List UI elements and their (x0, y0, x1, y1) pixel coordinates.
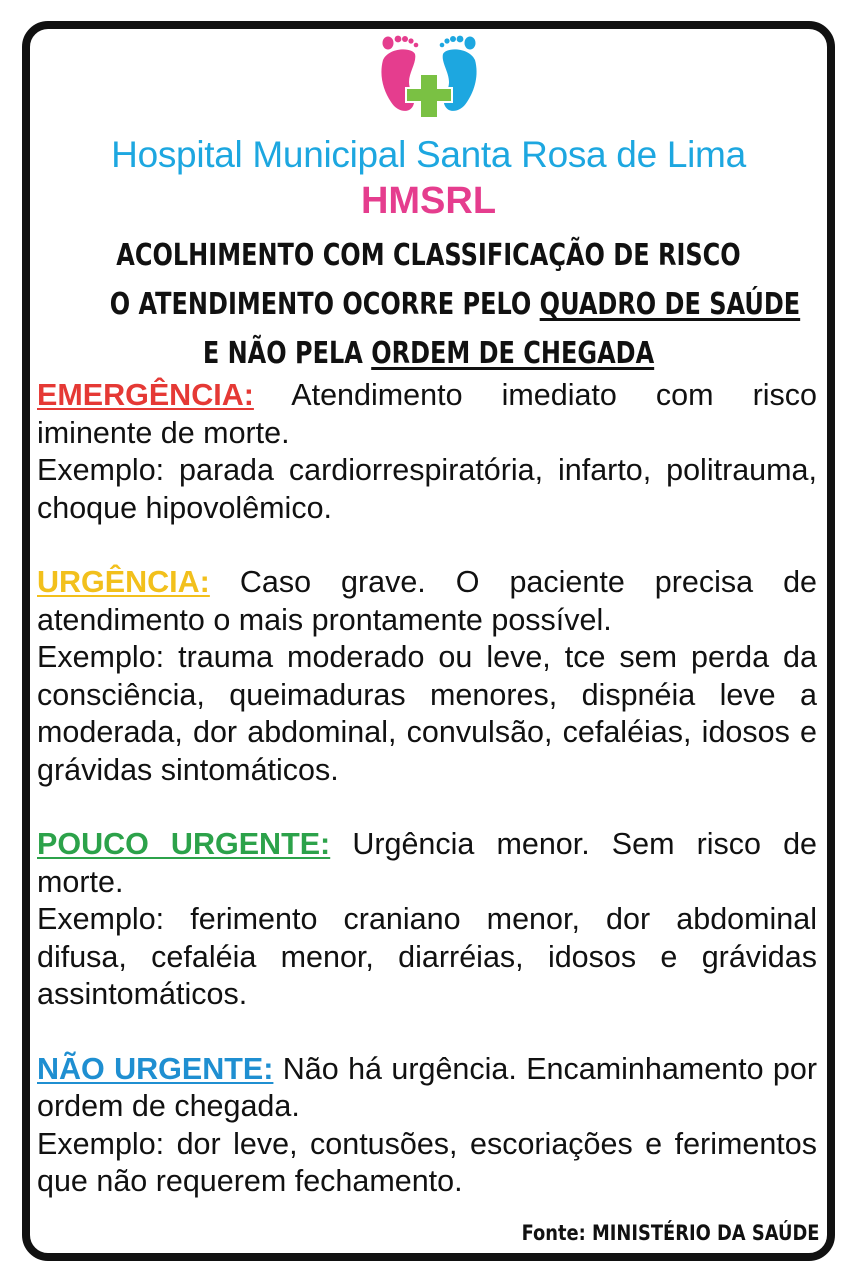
level-emergencia (37, 377, 817, 527)
headline-line-2-text: O ATENDIMENTO OCORRE PELO (109, 287, 540, 322)
level-nao-urgente (37, 1051, 817, 1201)
level-description: Caso grave. O paciente precisa de atendimento o mais prontamente possível. (37, 565, 817, 637)
source-note: Fonte: MINISTÉRIO DA SAÚDE (521, 1221, 819, 1245)
level-description: Atendimento imediato com risco iminente de morte. (37, 378, 817, 450)
sign-board (22, 21, 835, 1261)
level-example: Exemplo: ferimento craniano menor, dor abdominal difusa, cefaléia menor, diarréias, idosos e grávidas assintomáticos. (37, 902, 817, 1011)
headline-quadro-de-saude: QUADRO DE SAÚDE (539, 287, 801, 322)
feet-with-cross-icon (369, 30, 489, 130)
headline-line-2 (109, 283, 801, 327)
level-description: Urgência menor. Sem risco de morte. (37, 827, 818, 899)
level-example: Exemplo: parada cardiorrespiratória, infarto, politrauma, choque hipovolêmico. (37, 453, 817, 525)
level-example: Exemplo: trauma moderado ou leve, tce sem perda da consciência, queimaduras menores, dispnéia leve a moderada, dor abdominal, convulsão, cefaléias, idosos e grávidas sintomáticos. (37, 640, 817, 787)
hospital-name: Hospital Municipal Santa Rosa de Lima (111, 134, 746, 175)
level-label-nao-urgente: NÃO URGENTE: (37, 1051, 274, 1086)
headline-line-1: ACOLHIMENTO COM CLASSIFICAÇÃO DE RISCO (116, 238, 741, 273)
headline-line-3-text: E NÃO PELA (202, 336, 372, 371)
headline-ordem-de-chegada: ORDEM DE CHEGADA (371, 336, 655, 371)
level-example: Exemplo: dor leve, contusões, escoriações e ferimentos que não requerem fechamento. (37, 1126, 817, 1198)
hospital-acronym: HMSRL (360, 180, 497, 222)
headline-line-3 (110, 332, 748, 376)
level-label-pouco-urgente: POUCO URGENTE: (37, 827, 331, 861)
level-label-emergencia: EMERGÊNCIA: (37, 378, 254, 412)
level-label-urgencia: URGÊNCIA: (37, 565, 210, 599)
risk-classification-list (37, 377, 817, 1201)
level-description: Não há urgência. Encaminhamento por ordem de chegada. (37, 1051, 817, 1123)
level-urgencia (37, 564, 817, 789)
level-pouco-urgente (37, 826, 817, 1014)
